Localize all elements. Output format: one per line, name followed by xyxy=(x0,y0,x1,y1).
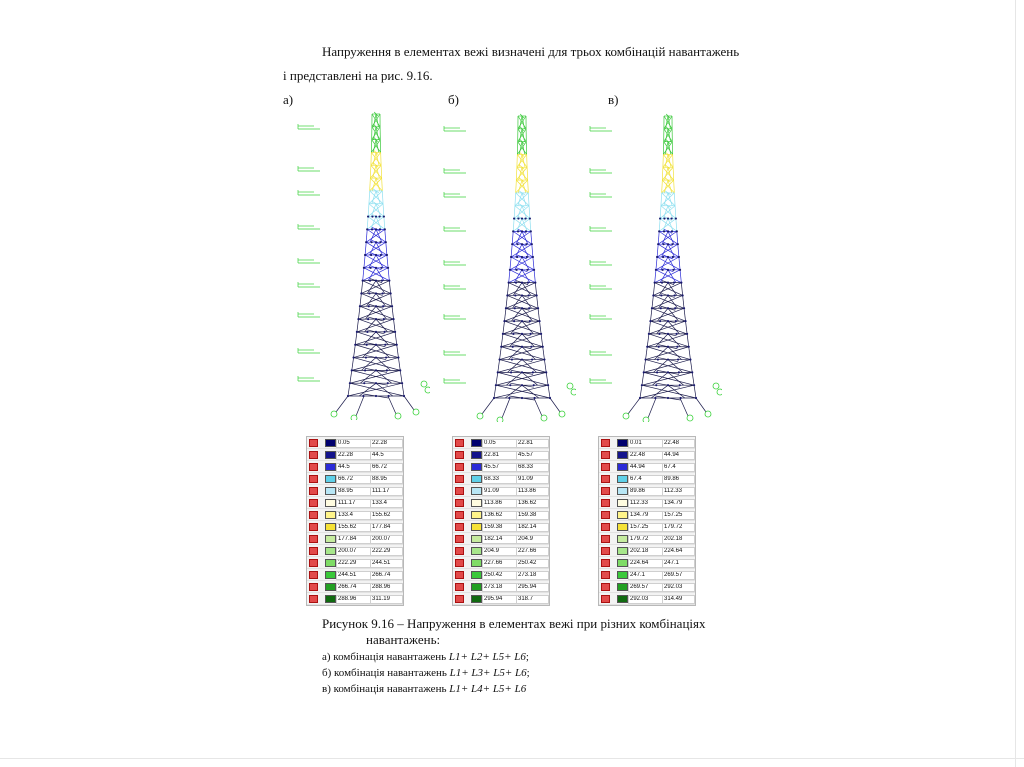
legend-color-swatch xyxy=(617,511,628,519)
legend-row xyxy=(307,437,403,449)
legend-color-swatch xyxy=(325,511,336,519)
legend-range-from: 0.05 xyxy=(482,439,518,448)
legend-range-from: 266.74 xyxy=(336,583,372,592)
legend-row xyxy=(307,485,403,497)
legend-range-from: 227.66 xyxy=(482,559,518,568)
legend-range-to: 22.48 xyxy=(662,439,695,448)
legend-range-to: 91.09 xyxy=(516,475,549,484)
legend-row xyxy=(307,449,403,461)
legend-row xyxy=(453,545,549,557)
legend-color-swatch xyxy=(325,439,336,447)
legend-color-swatch xyxy=(471,547,482,555)
legend-row xyxy=(307,521,403,533)
legend-range-from: 200.07 xyxy=(336,547,372,556)
legend-range-from: 273.18 xyxy=(482,583,518,592)
legend-row xyxy=(599,437,695,449)
legend-row xyxy=(599,509,695,521)
legend-range-from: 222.29 xyxy=(336,559,372,568)
legend-range-from: 22.48 xyxy=(628,451,664,460)
legend-color-swatch xyxy=(471,463,482,471)
legend-range-from: 91.09 xyxy=(482,487,518,496)
legend-row xyxy=(599,473,695,485)
legend-range-to: 311.19 xyxy=(370,595,403,604)
tower-lattice xyxy=(582,112,722,422)
page-bottom-border xyxy=(0,758,1024,759)
legend-row xyxy=(307,533,403,545)
legend-color-swatch xyxy=(325,523,336,531)
legend-range-to: 244.51 xyxy=(370,559,403,568)
legend-checkbox-icon[interactable] xyxy=(601,499,610,507)
legend-checkbox-icon[interactable] xyxy=(455,595,464,603)
legend-color-swatch xyxy=(471,559,482,567)
legend-range-to: 44.5 xyxy=(370,451,403,460)
legend-range-from: 157.25 xyxy=(628,523,664,532)
legend-color-swatch xyxy=(471,571,482,579)
legend-color-swatch xyxy=(471,439,482,447)
caption-item-c: в) комбінація навантажень L1+ L4+ L5+ L6 xyxy=(322,683,527,695)
legend-range-from: 44.94 xyxy=(628,463,664,472)
legend-checkbox-icon[interactable] xyxy=(455,583,464,591)
legend-checkbox-icon[interactable] xyxy=(601,475,610,483)
legend-color-swatch xyxy=(325,595,336,603)
legend-color-swatch xyxy=(325,487,336,495)
legend-range-from: 136.62 xyxy=(482,511,518,520)
legend-row xyxy=(453,593,549,605)
legend-row xyxy=(599,545,695,557)
legend-range-to: 112.33 xyxy=(662,487,695,496)
legend-range-to: 204.9 xyxy=(516,535,549,544)
legend-color-swatch xyxy=(325,571,336,579)
legend-row xyxy=(453,533,549,545)
legend-checkbox-icon[interactable] xyxy=(601,571,610,579)
tower-diagram-b xyxy=(436,112,576,422)
legend-color-swatch xyxy=(325,559,336,567)
legend-range-from: 250.42 xyxy=(482,571,518,580)
tower-diagram-a xyxy=(290,110,430,420)
legend-range-to: 155.62 xyxy=(370,511,403,520)
legend-color-swatch xyxy=(471,535,482,543)
page-right-border xyxy=(1015,0,1016,767)
legend-range-to: 247.1 xyxy=(662,559,695,568)
legend-range-to: 22.81 xyxy=(516,439,549,448)
legend-row xyxy=(453,461,549,473)
legend-color-swatch xyxy=(471,487,482,495)
caption-item-b: б) комбінація навантажень L1+ L3+ L5+ L6; xyxy=(322,667,530,679)
legend-row xyxy=(453,581,549,593)
legend-range-to: 159.38 xyxy=(516,511,549,520)
legend-checkbox-icon[interactable] xyxy=(601,547,610,555)
legend-range-from: 134.79 xyxy=(628,511,664,520)
legend-range-from: 22.81 xyxy=(482,451,518,460)
legend-row xyxy=(453,557,549,569)
legend-checkbox-icon[interactable] xyxy=(455,463,464,471)
legend-checkbox-icon[interactable] xyxy=(455,487,464,495)
legend-range-to: 66.72 xyxy=(370,463,403,472)
legend-range-from: 247.1 xyxy=(628,571,664,580)
legend-row xyxy=(307,569,403,581)
legend-range-from: 112.33 xyxy=(628,499,664,508)
legend-checkbox-icon[interactable] xyxy=(455,511,464,519)
legend-range-from: 204.9 xyxy=(482,547,518,556)
intro-line-1: Напруження в елементах вежі визначені для трьох комбінацій навантажень xyxy=(322,44,740,59)
legend-row xyxy=(453,485,549,497)
legend-range-to: 45.57 xyxy=(516,451,549,460)
legend-color-swatch xyxy=(325,583,336,591)
legend-checkbox-icon[interactable] xyxy=(601,583,610,591)
legend-range-from: 68.33 xyxy=(482,475,518,484)
legend-range-to: 111.17 xyxy=(370,487,403,496)
legend-range-from: 22.28 xyxy=(336,451,372,460)
legend-checkbox-icon[interactable] xyxy=(601,535,610,543)
legend-row xyxy=(599,569,695,581)
legend-checkbox-icon[interactable] xyxy=(455,535,464,543)
panel-label-b: б) xyxy=(448,92,459,107)
legend-range-to: 89.86 xyxy=(662,475,695,484)
legend-range-from: 0.01 xyxy=(628,439,664,448)
caption-line-1: Рисунок 9.16 – Напруження в елементах вежі при різних комбінаціях xyxy=(322,616,706,631)
legend-checkbox-icon[interactable] xyxy=(601,559,610,567)
legend-checkbox-icon[interactable] xyxy=(601,487,610,495)
legend-range-to: 67.4 xyxy=(662,463,695,472)
legend-color-swatch xyxy=(617,523,628,531)
legend-color-swatch xyxy=(617,451,628,459)
legend-color-swatch xyxy=(325,475,336,483)
legend-range-to: 202.18 xyxy=(662,535,695,544)
legend-row xyxy=(599,581,695,593)
legend-checkbox-icon[interactable] xyxy=(601,451,610,459)
legend-checkbox-icon[interactable] xyxy=(601,595,610,603)
legend-row xyxy=(599,449,695,461)
legend-range-from: 88.95 xyxy=(336,487,372,496)
legend-checkbox-icon[interactable] xyxy=(601,463,610,471)
legend-range-from: 0.05 xyxy=(336,439,372,448)
legend-range-to: 200.07 xyxy=(370,535,403,544)
legend-range-to: 113.86 xyxy=(516,487,549,496)
caption-item-a: а) комбінація навантажень L1+ L2+ L5+ L6; xyxy=(322,651,529,663)
legend-range-from: 89.86 xyxy=(628,487,664,496)
legend-checkbox-icon[interactable] xyxy=(309,583,318,591)
legend-range-to: 179.72 xyxy=(662,523,695,532)
legend-table-c xyxy=(598,436,696,606)
legend-checkbox-icon[interactable] xyxy=(309,547,318,555)
legend-checkbox-icon[interactable] xyxy=(309,595,318,603)
legend-row xyxy=(599,533,695,545)
legend-row xyxy=(599,521,695,533)
legend-checkbox-icon[interactable] xyxy=(455,439,464,447)
legend-checkbox-icon[interactable] xyxy=(455,523,464,531)
legend-checkbox-icon[interactable] xyxy=(601,523,610,531)
legend-checkbox-icon[interactable] xyxy=(601,439,610,447)
legend-checkbox-icon[interactable] xyxy=(309,559,318,567)
legend-range-to: 292.03 xyxy=(662,583,695,592)
legend-table-a xyxy=(306,436,404,606)
legend-row xyxy=(453,473,549,485)
legend-range-to: 134.79 xyxy=(662,499,695,508)
legend-range-to: 44.94 xyxy=(662,451,695,460)
legend-row xyxy=(307,509,403,521)
caption-line-2: навантажень: xyxy=(366,632,441,647)
legend-range-from: 202.18 xyxy=(628,547,664,556)
legend-checkbox-icon[interactable] xyxy=(601,511,610,519)
legend-range-from: 45.57 xyxy=(482,463,518,472)
legend-range-from: 155.62 xyxy=(336,523,372,532)
legend-color-swatch xyxy=(325,499,336,507)
legend-range-from: 269.57 xyxy=(628,583,664,592)
legend-checkbox-icon[interactable] xyxy=(309,451,318,459)
legend-range-to: 133.4 xyxy=(370,499,403,508)
legend-range-to: 177.84 xyxy=(370,523,403,532)
legend-range-from: 159.38 xyxy=(482,523,518,532)
legend-color-swatch xyxy=(617,535,628,543)
legend-row xyxy=(453,569,549,581)
legend-color-swatch xyxy=(325,463,336,471)
legend-range-from: 292.03 xyxy=(628,595,664,604)
legend-range-from: 44.5 xyxy=(336,463,372,472)
legend-row xyxy=(453,521,549,533)
legend-range-to: 288.96 xyxy=(370,583,403,592)
legend-checkbox-icon[interactable] xyxy=(455,571,464,579)
legend-row xyxy=(453,449,549,461)
legend-color-swatch xyxy=(471,499,482,507)
legend-color-swatch xyxy=(617,499,628,507)
panel-label-a: а) xyxy=(283,92,294,107)
legend-row xyxy=(307,545,403,557)
legend-checkbox-icon[interactable] xyxy=(455,451,464,459)
legend-color-swatch xyxy=(617,595,628,603)
legend-range-from: 295.94 xyxy=(482,595,518,604)
legend-color-swatch xyxy=(325,451,336,459)
legend-row xyxy=(599,557,695,569)
legend-color-swatch xyxy=(471,511,482,519)
legend-checkbox-icon[interactable] xyxy=(455,547,464,555)
legend-checkbox-icon[interactable] xyxy=(455,499,464,507)
legend-range-from: 182.14 xyxy=(482,535,518,544)
legend-row xyxy=(453,509,549,521)
legend-row xyxy=(453,437,549,449)
legend-range-to: 295.94 xyxy=(516,583,549,592)
legend-range-to: 266.74 xyxy=(370,571,403,580)
legend-range-to: 68.33 xyxy=(516,463,549,472)
legend-range-from: 66.72 xyxy=(336,475,372,484)
legend-color-swatch xyxy=(471,451,482,459)
legend-range-from: 179.72 xyxy=(628,535,664,544)
legend-range-from: 288.96 xyxy=(336,595,372,604)
legend-color-swatch xyxy=(471,475,482,483)
legend-row xyxy=(307,473,403,485)
legend-range-from: 67.4 xyxy=(628,475,664,484)
legend-range-from: 133.4 xyxy=(336,511,372,520)
legend-range-to: 318.7 xyxy=(516,595,549,604)
legend-row xyxy=(307,593,403,605)
tower-lattice xyxy=(436,112,576,422)
legend-range-to: 22.28 xyxy=(370,439,403,448)
legend-table-b xyxy=(452,436,550,606)
legend-range-to: 314.49 xyxy=(662,595,695,604)
legend-color-swatch xyxy=(617,475,628,483)
legend-row xyxy=(307,497,403,509)
legend-range-from: 113.86 xyxy=(482,499,518,508)
legend-row xyxy=(599,485,695,497)
legend-color-swatch xyxy=(471,595,482,603)
legend-range-from: 111.17 xyxy=(336,499,372,508)
legend-checkbox-icon[interactable] xyxy=(309,511,318,519)
legend-color-swatch xyxy=(617,463,628,471)
legend-row xyxy=(599,461,695,473)
legend-range-to: 157.25 xyxy=(662,511,695,520)
legend-color-swatch xyxy=(617,487,628,495)
legend-color-swatch xyxy=(617,439,628,447)
legend-checkbox-icon[interactable] xyxy=(309,463,318,471)
legend-checkbox-icon[interactable] xyxy=(455,559,464,567)
legend-row xyxy=(307,461,403,473)
legend-color-swatch xyxy=(471,583,482,591)
legend-checkbox-icon[interactable] xyxy=(309,487,318,495)
legend-color-swatch xyxy=(325,547,336,555)
legend-row xyxy=(453,497,549,509)
tower-diagram-c xyxy=(582,112,722,422)
legend-color-swatch xyxy=(617,583,628,591)
legend-range-from: 177.84 xyxy=(336,535,372,544)
legend-color-swatch xyxy=(617,547,628,555)
legend-row xyxy=(599,593,695,605)
legend-checkbox-icon[interactable] xyxy=(309,475,318,483)
legend-checkbox-icon[interactable] xyxy=(455,475,464,483)
legend-range-to: 224.64 xyxy=(662,547,695,556)
legend-range-to: 250.42 xyxy=(516,559,549,568)
legend-range-to: 88.95 xyxy=(370,475,403,484)
legend-checkbox-icon[interactable] xyxy=(309,571,318,579)
legend-checkbox-icon[interactable] xyxy=(309,499,318,507)
intro-line-2: і представлені на рис. 9.16. xyxy=(283,68,433,83)
legend-checkbox-icon[interactable] xyxy=(309,439,318,447)
legend-row xyxy=(599,497,695,509)
legend-range-from: 224.64 xyxy=(628,559,664,568)
legend-row xyxy=(307,557,403,569)
legend-range-to: 273.18 xyxy=(516,571,549,580)
panel-label-c: в) xyxy=(608,92,619,107)
tower-lattice xyxy=(290,110,430,420)
legend-range-to: 269.57 xyxy=(662,571,695,580)
legend-checkbox-icon[interactable] xyxy=(309,523,318,531)
legend-range-to: 227.66 xyxy=(516,547,549,556)
legend-range-from: 244.51 xyxy=(336,571,372,580)
legend-row xyxy=(307,581,403,593)
legend-checkbox-icon[interactable] xyxy=(309,535,318,543)
legend-color-swatch xyxy=(617,559,628,567)
legend-color-swatch xyxy=(325,535,336,543)
legend-color-swatch xyxy=(471,523,482,531)
legend-range-to: 136.62 xyxy=(516,499,549,508)
legend-range-to: 222.29 xyxy=(370,547,403,556)
legend-range-to: 182.14 xyxy=(516,523,549,532)
legend-color-swatch xyxy=(617,571,628,579)
